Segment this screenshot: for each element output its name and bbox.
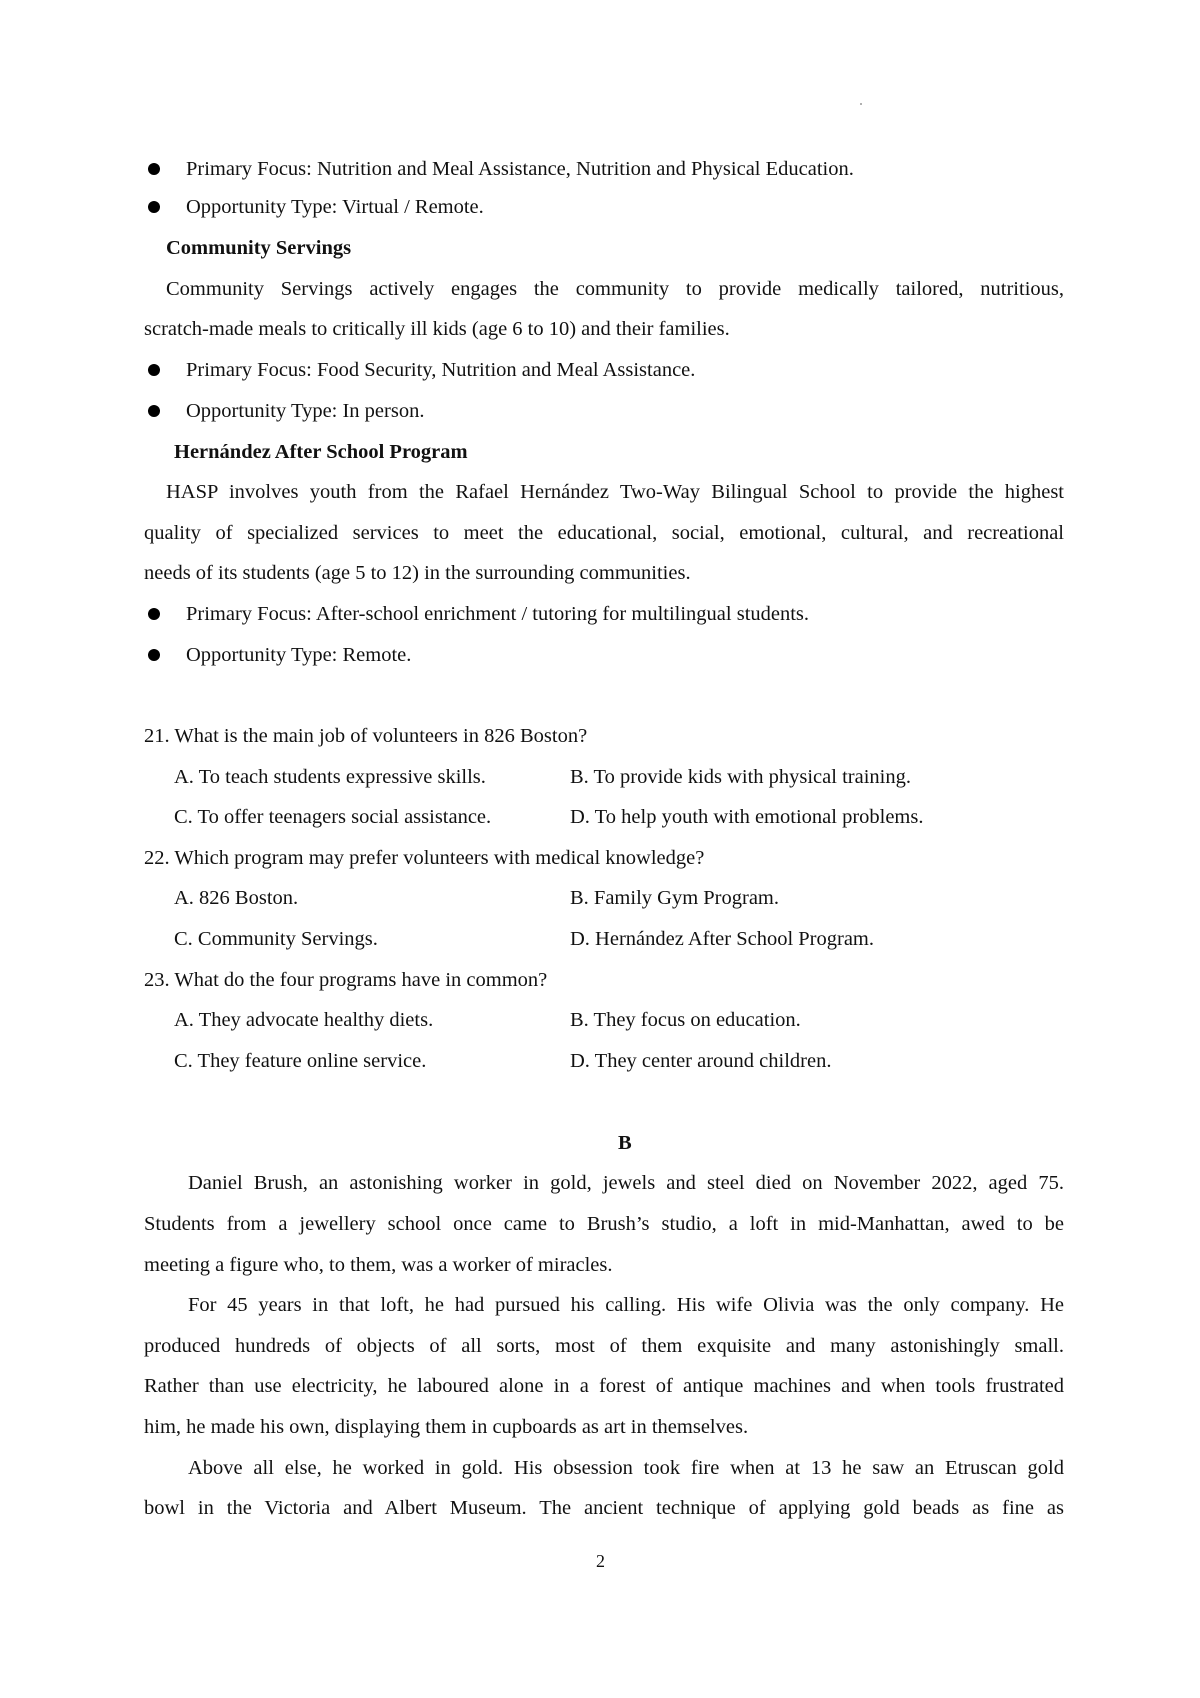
answer-option: D. They center around children. xyxy=(570,1050,832,1072)
bullet-icon xyxy=(148,405,160,417)
section-heading-hernandez: Hernández After School Program xyxy=(174,441,468,463)
paragraph-line: Students from a jewellery school once came to Brush’s studio, a loft in mid-Manhattan, awed to be xyxy=(144,1213,1064,1235)
paragraph-line: Above all else, he worked in gold. His obsession took fire when at 13 he saw an Etruscan gold xyxy=(188,1457,1064,1479)
bullet-icon xyxy=(148,364,160,376)
section-heading-community-servings: Community Servings xyxy=(166,237,352,259)
section-heading-b: B xyxy=(618,1132,632,1154)
answer-option: A. They advocate healthy diets. xyxy=(174,1009,434,1031)
bullet-text: Opportunity Type: In person. xyxy=(186,400,425,422)
answer-option: B. They focus on education. xyxy=(570,1009,801,1031)
bullet-text: Primary Focus: After-school enrichment / tutoring for multilingual students. xyxy=(186,603,810,625)
answer-option: A. 826 Boston. xyxy=(174,887,299,909)
bullet-text: Primary Focus: Food Security, Nutrition and Meal Assistance. xyxy=(186,359,696,381)
paragraph-line: him, he made his own, displaying them in cupboards as art in themselves. xyxy=(144,1416,749,1438)
bullet-icon xyxy=(148,201,160,213)
paragraph-line: scratch-made meals to critically ill kids (age 6 to 10) and their families. xyxy=(144,318,730,340)
answer-option: C. Community Servings. xyxy=(174,928,378,950)
bullet-text: Opportunity Type: Remote. xyxy=(186,644,412,666)
bullet-icon xyxy=(148,163,160,175)
question-stem: 22. Which program may prefer volunteers with medical knowledge? xyxy=(144,847,705,869)
bullet-icon xyxy=(148,608,160,620)
paragraph-line: Community Servings actively engages the community to provide medically tailored, nutritious, xyxy=(166,278,1064,300)
answer-option: C. To offer teenagers social assistance. xyxy=(174,806,492,828)
answer-option: D. To help youth with emotional problems. xyxy=(570,806,924,828)
paragraph-line: HASP involves youth from the Rafael Hernández Two-Way Bilingual School to provide the highest xyxy=(166,481,1064,503)
paragraph-line: Rather than use electricity, he laboured alone in a forest of antique machines and when tools frustrated xyxy=(144,1375,1064,1397)
bullet-text: Opportunity Type: Virtual / Remote. xyxy=(186,196,484,218)
bullet-icon xyxy=(148,649,160,661)
answer-option: D. Hernández After School Program. xyxy=(570,928,874,950)
question-stem: 23. What do the four programs have in common? xyxy=(144,969,548,991)
scan-speck xyxy=(860,103,862,105)
answer-option: A. To teach students expressive skills. xyxy=(174,766,486,788)
paragraph-line: bowl in the Victoria and Albert Museum. The ancient technique of applying gold beads as fine as xyxy=(144,1497,1064,1519)
paragraph-line: meeting a figure who, to them, was a worker of miracles. xyxy=(144,1254,613,1276)
bullet-text: Primary Focus: Nutrition and Meal Assistance, Nutrition and Physical Education. xyxy=(186,158,854,180)
answer-option: B. Family Gym Program. xyxy=(570,887,779,909)
answer-option: C. They feature online service. xyxy=(174,1050,427,1072)
page-number: 2 xyxy=(596,1551,605,1571)
paragraph-line: quality of specialized services to meet the educational, social, emotional, cultural, and recreational xyxy=(144,522,1064,544)
paragraph-line: Daniel Brush, an astonishing worker in gold, jewels and steel died on November 2022, aged 75. xyxy=(188,1172,1064,1194)
paragraph-line: produced hundreds of objects of all sorts, most of them exquisite and many astonishingly small. xyxy=(144,1335,1064,1357)
answer-option: B. To provide kids with physical training. xyxy=(570,766,911,788)
question-stem: 21. What is the main job of volunteers in 826 Boston? xyxy=(144,725,588,747)
paragraph-line: needs of its students (age 5 to 12) in the surrounding communities. xyxy=(144,562,691,584)
paragraph-line: For 45 years in that loft, he had pursued his calling. His wife Olivia was the only company. He xyxy=(188,1294,1064,1316)
